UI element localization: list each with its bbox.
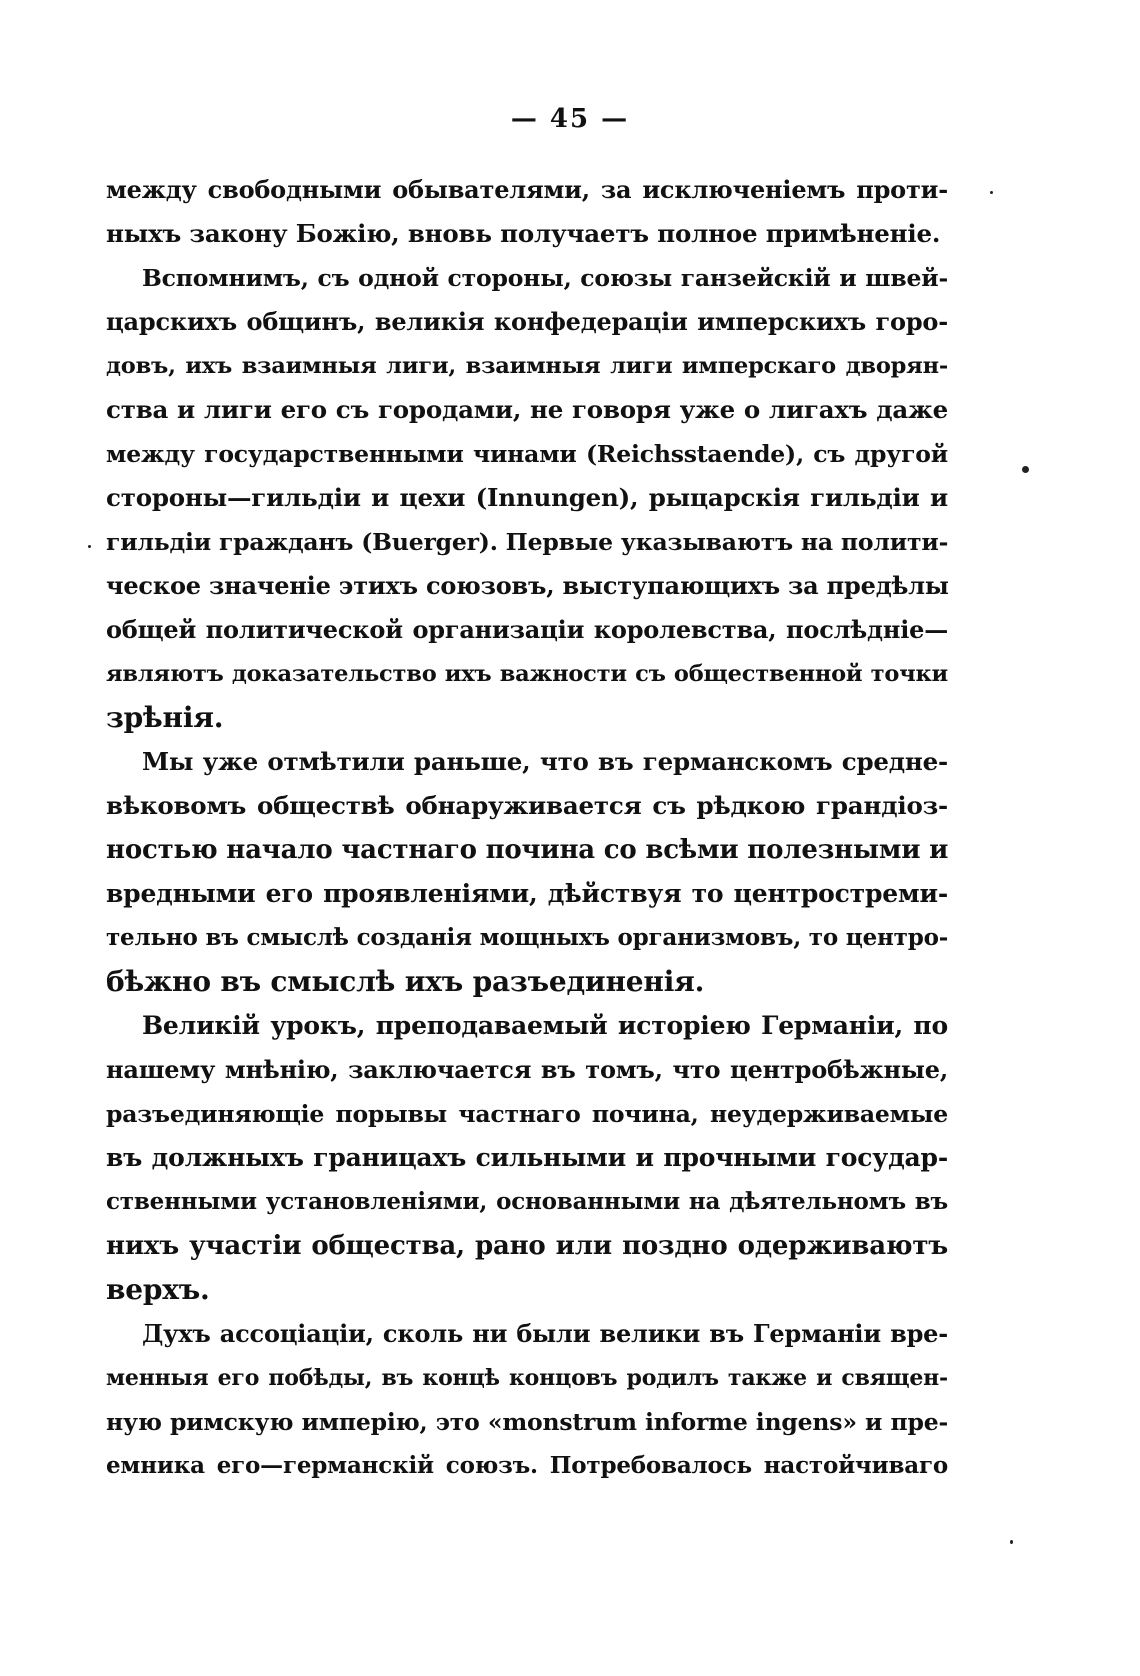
page-number: — 45 — [510,104,630,134]
text-line: ческое значенiе этихъ союзовъ, выступающихъ за предѣлы [106,571,949,600]
text-line: въ должныхъ границахъ сильными и прочными государ- [106,1143,948,1172]
text-line: между свободными обывателями, за исключенiемъ проти- [106,175,948,204]
text-line: Вспомнимъ, съ одной стороны, союзы ганзейскiй и швей- [142,264,948,292]
text-line: довъ, ихъ взаимныя лиги, взаимныя лиги имперскаго дворян- [106,353,948,379]
text-line: Великiй урокъ, преподаваемый исторiею Германiи, по [142,1011,948,1040]
text-line: верхъ. [106,1273,210,1306]
text-line: ную римскую имперiю, это «monstrum informe ingens» и пре- [106,1408,948,1436]
scan-speck [1010,1540,1013,1544]
text-line: ства и лиги его съ городами, не говоря уже о лигахъ даже [106,395,948,424]
text-line: являютъ доказательство ихъ важности съ общественной точки [106,661,948,687]
scan-speck [990,191,993,194]
text-line: бѣжно въ смыслѣ ихъ разъединенiя. [106,965,705,998]
text-line: ныхъ закону Божiю, вновь получаетъ полное примѣненiе. [106,219,941,248]
text-line: стороны—гильдiи и цехи (Innungen), рыцарскiя гильдiи и [106,483,948,512]
text-line: зрѣнiя. [106,701,224,734]
scan-speck [88,545,91,548]
text-line: общей политической организацiи королевства, послѣднiе— [106,615,948,644]
text-line: Мы уже отмѣтили раньше, что въ германскомъ средне- [142,747,948,776]
body-text [106,168,948,1488]
text-line: нихъ участiи общества, рано или поздно одерживаютъ [106,1231,948,1261]
text-line: нашему мнѣнiю, заключается въ томъ, что центробѣжные, [106,1055,948,1084]
text-line: гильдiи гражданъ (Buerger). Первые указываютъ на полити- [106,528,949,556]
text-line: ственными установленiями, основанными на дѣятельномъ въ [106,1188,948,1215]
scan-speck [1022,466,1029,473]
text-line: менныя его побѣды, въ концѣ концовъ родилъ также и священ- [106,1365,948,1391]
text-line: емника его—германскiй союзъ. Потребовалось настойчиваго [106,1452,948,1479]
text-line: между государственными чинами (Reichsstaende), съ другой [106,440,948,468]
text-line: разъединяющiе порывы частнаго почина, неудерживаемые [106,1100,948,1128]
text-line: царскихъ общинъ, великiя конфедерацiи имперскихъ горо- [106,307,948,336]
text-line: вредными его проявленiями, дѣйствуя то центростреми- [106,879,948,908]
text-line: ностью начало частнаго почина со всѣми полезными и [106,835,949,865]
text-line: тельно въ смыслѣ созданiя мощныхъ организмовъ, то центро- [106,924,949,951]
text-line: вѣковомъ обществѣ обнаруживается съ рѣдкою грандiоз- [106,791,948,820]
text-line: Духъ ассоцiацiи, сколь ни были велики въ Германiи вре- [142,1319,948,1348]
